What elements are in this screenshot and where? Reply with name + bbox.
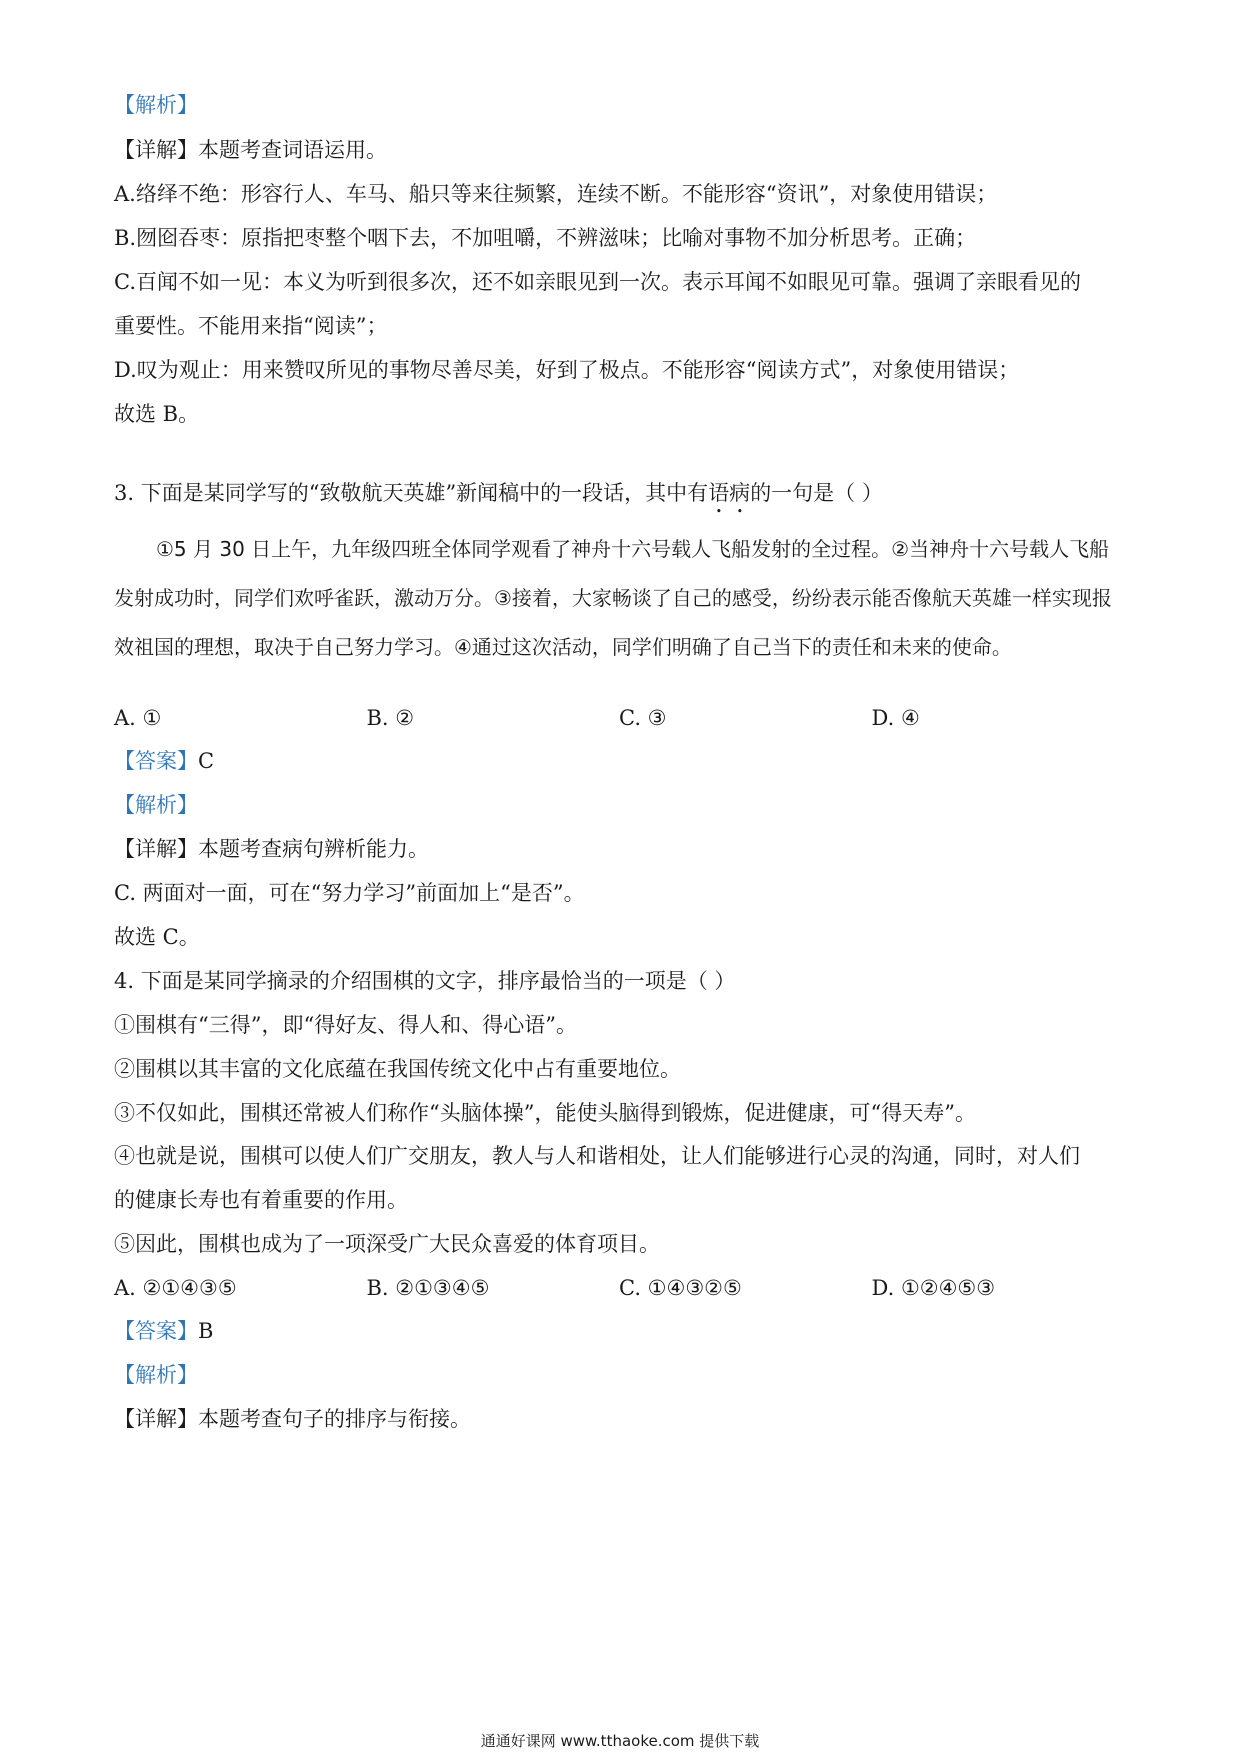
sentence-1: ①围棋有“三得”，即“得好友、得人和、得心语”。 (114, 1013, 577, 1037)
detail-text: 【详解】本题考查病句辨析能力。 (114, 837, 429, 861)
sentence-4-line-2: 的健康长寿也有着重要的作用。 (114, 1188, 408, 1212)
answer-value: B (198, 1319, 214, 1343)
option-a: A. ②①④③⑤ (114, 1276, 237, 1300)
question-3-stem-after: 的一句是（ ） (750, 481, 883, 505)
conclusion: 故选 B。 (114, 402, 200, 426)
analysis-tag: 【解析】 (114, 793, 198, 817)
sentence-4-line-1: ④也就是说，围棋可以使人们广交朋友，教人与人和谐相处，让人们能够进行心灵的沟通，同时，对人们 (114, 1144, 1080, 1168)
explain-d: D.叹为观止：用来赞叹所见的事物尽善尽美，好到了极点。不能形容“阅读方式”，对象使用错误； (114, 358, 1020, 382)
question-3-stem-before: 3. 下面是某同学写的“致敬航天英雄”新闻稿中的一段话，其中有 (114, 481, 709, 505)
question-3-stem (114, 478, 883, 518)
sentence-2: ②围棋以其丰富的文化底蕴在我国传统文化中占有重要地位。 (114, 1057, 681, 1081)
answer-value: C (198, 749, 215, 773)
question-3-options (114, 703, 1124, 733)
analysis-tag: 【解析】 (114, 1363, 198, 1387)
option-b: B. ②①③④⑤ (366, 1276, 490, 1300)
option-b: B. ② (366, 706, 415, 730)
explain-text: C. 两面对一面，可在“努力学习”前面加上“是否”。 (114, 881, 585, 905)
option-a: A. ① (114, 706, 162, 730)
explain-c-1: C.百闻不如一见：本义为听到很多次，还不如亲眼见到一次。表示耳闻不如眼见可靠。强调了亲眼看见的 (114, 270, 1081, 294)
explain-c-2: 重要性。不能用来指“阅读”； (114, 314, 388, 338)
sentence-5: ⑤因此，围棋也成为了一项深受广大民众喜爱的体育项目。 (114, 1232, 660, 1256)
conclusion: 故选 C。 (114, 925, 200, 949)
sentence-3: ③不仅如此，围棋还常被人们称作“头脑体操”，能使头脑得到锻炼，促进健康，可“得天寿”。 (114, 1101, 976, 1125)
answer-tag: 【答案】 (114, 1319, 198, 1343)
explain-a: A.络绎不绝：形容行人、车马、船只等来往频繁，连续不断。不能形容“资讯”，对象使用错误； (114, 182, 998, 206)
answer-line (114, 1316, 213, 1346)
detail-text: 【详解】本题考查词语运用。 (114, 138, 387, 162)
option-c: C. ③ (619, 706, 667, 730)
question-3-stem-dotted: 语病 (708, 481, 751, 505)
answer-line (114, 746, 214, 776)
answer-tag: 【答案】 (114, 749, 198, 773)
question-4-stem: 4. 下面是某同学摘录的介绍围棋的文字，排序最恰当的一项是（ ） (114, 969, 736, 993)
analysis-tag: 【解析】 (114, 93, 198, 117)
option-d: D. ①②④⑤③ (871, 1276, 996, 1300)
explain-b: B.囫囵吞枣：原指把枣整个咽下去，不加咀嚼，不辨滋味；比喻对事物不加分析思考。正确； (114, 226, 977, 250)
question-4-options (114, 1273, 1124, 1303)
option-c: C. ①④③②⑤ (619, 1276, 742, 1300)
question-3-passage: ①5 月 30 日上午，九年级四班全体同学观看了神舟十六号载人飞船发射的全过程。②当神舟十六号载人飞船发射成功时，同学们欢呼雀跃，激动万分。③接着，大家畅谈了自己的感受，纷纷表示能否像航天英雄一样实现报效祖国的理想，取决于自己努力学习。④通过这次活动，同学们明确了自己当下的责任和未来的使命。 (114, 537, 1112, 659)
option-d: D. ④ (871, 706, 920, 730)
footer-watermark: 通通好课网 www.tthaoke.com 提供下载 (480, 1732, 760, 1750)
detail-text: 【详解】本题考查句子的排序与衔接。 (114, 1407, 471, 1431)
